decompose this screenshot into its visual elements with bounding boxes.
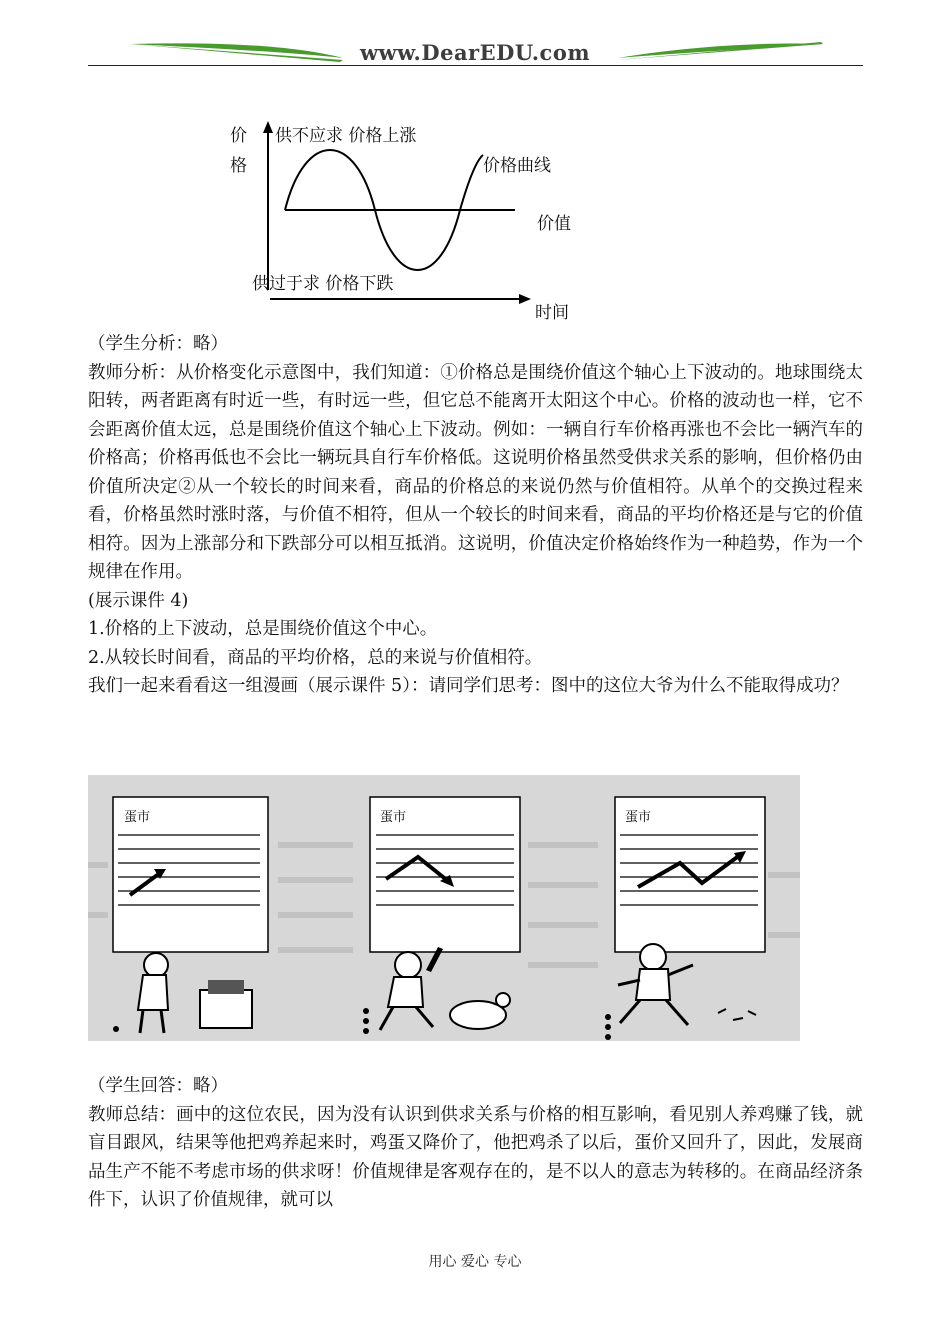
comic-farmer-chasing-icon (363, 947, 510, 1034)
y-axis-arrow-icon (263, 121, 273, 133)
comic-intro: 我们一起来看看这一组漫画（展示课件 5）：请同学们思考：图中的这位大爷为什么不能取得成功？ (88, 676, 849, 696)
egg-market-comic (88, 775, 800, 1041)
point-2: 2.从较长时间看，商品的平均价格，总的来说与价值相符。 (88, 647, 543, 668)
body-section-2 (88, 1072, 863, 1215)
y-axis-label-2: 格 (230, 156, 247, 176)
page-footer: 用心 爱心 专心 (428, 1254, 522, 1270)
y-axis-label-1: 价 (230, 126, 247, 146)
comic-farmer-buying-icon (113, 953, 252, 1033)
body-section-1 (88, 330, 863, 701)
comic-graphic (88, 775, 800, 1041)
x-axis-arrow-icon (519, 294, 531, 304)
student-analysis: （学生分析：略） (88, 334, 228, 354)
site-brand[interactable]: www.DearEDU.com (359, 40, 591, 65)
comic-panel-3-title: 蛋市 (625, 810, 652, 825)
teacher-summary: 教师总结：画中的这位农民，因为没有认识到供求关系与价格的相互影响，看见别人养鸡赚了钱，就盲目跟风，结果等他把鸡养起来时，鸡蛋又降价了，他把鸡杀了以后，蛋价又回升了，因此，发展商品生产不能不考虑市场的供求呀！价值规律是客观存在的，是不以人的意志为转移的。在商品经济条件下，认识了价值规律，就可以 (88, 1104, 863, 1210)
courseware-4: (展示课件 4) (88, 590, 189, 611)
student-answer: （学生回答：略） (88, 1076, 228, 1096)
comic-panel-1-title: 蛋市 (124, 810, 151, 825)
time-label: 时间 (535, 303, 569, 323)
comic-farmer-surprised-icon (605, 944, 756, 1040)
comic-panel-2-title: 蛋市 (380, 810, 407, 825)
price-value-diagram (225, 115, 595, 330)
value-label: 价值 (537, 214, 571, 234)
teacher-analysis: 教师分析：从价格变化示意图中，我们知道：①价格总是围绕价值这个轴心上下波动的。地球围绕太阳转，两者距离有时近一些，有时远一些，但它总不能离开太阳这个中心。价格的波动也一样，它不会距离价值太远，总是围绕价值这个轴心上下波动。例如：一辆自行车价格再涨也不会比一辆汽车的价格高；价格再低也不会比一辆玩具自行车价格低。这说明价格虽然受供求关系的影响，但价格仍由价值所决定②从一个较长的时间来看，商品的价格总的来说仍然与价值相符。从单个的交换过程来看，价格虽然时涨时落，与价值不相符，但从一个较长的时间来看，商品的平均价格还是与它的价值相符。因为上涨部分和下跌部分可以相互抵消。这说明，价值决定价格始终作为一种趋势，作为一个规律在作用。 (88, 362, 863, 582)
header-rule (88, 65, 863, 66)
shortage-label: 供不应求 价格上涨 (275, 126, 417, 146)
point-1: 1.价格的上下波动，总是围绕价值这个中心。 (88, 619, 438, 639)
price-curve-label: 价格曲线 (483, 156, 551, 176)
surplus-label: 供过于求 价格下跌 (252, 274, 394, 294)
